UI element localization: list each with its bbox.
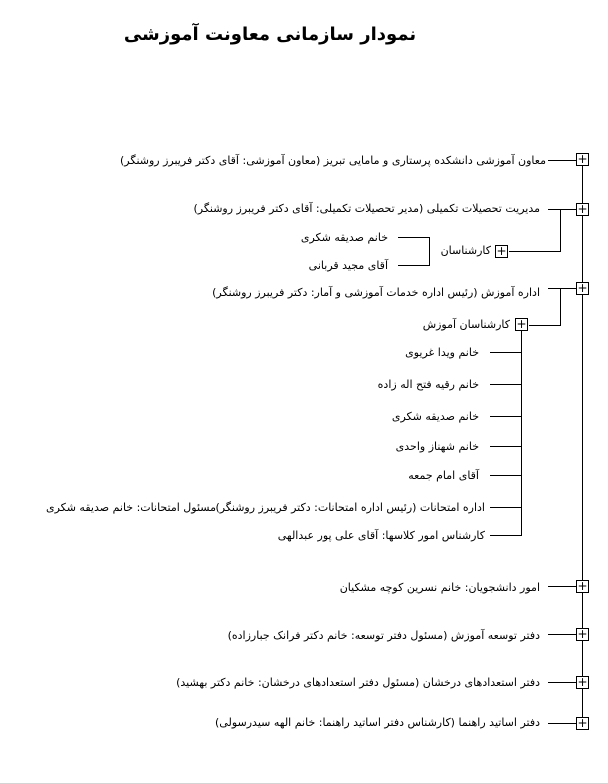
node-n3-classes-label: کارشناس امور کلاسها: آقای علی پور عبدالهی [277,529,485,542]
expand-box-n2[interactable]: + [577,202,588,216]
connector-n4 [548,586,576,587]
node-n2-staff-label: کارشناسان [440,244,491,257]
connector-n6 [548,682,576,683]
connector-n2-staff-1 [398,237,430,238]
connector-n3-staff-1 [490,352,522,353]
node-n3-exams-officer-label: مسئول امتحانات: خانم صدیقه شکری [45,501,216,514]
node-n4-label: امور دانشجویان: خانم نسرین کوچه مشکیان [339,581,540,594]
node-n3-staff-5-label: آقای امام جمعه [408,469,479,482]
node-n3-staff-3-label: خانم صدیقه شکری [391,410,479,423]
node-n7-label: دفتر اساتید راهنما (کارشناس دفتر اساتید راهنما: خانم الهه سیدرسولی) [215,716,540,729]
connector-n7 [548,723,576,724]
connector-n3-staff-3 [490,416,522,417]
node-n5-label: دفتر توسعه آموزش (مسئول دفتر توسعه: خانم دکتر فرانک جبارزاده) [227,629,540,642]
expand-box-n3-staff[interactable]: + [516,317,527,331]
node-n2-label: مدیریت تحصیلات تکمیلی (مدیر تحصیلات تکمیلی: آقای دکتر فریبرز روشنگر) [193,202,540,215]
chart-title: نمودار سازمانی معاونت آموزشی [123,24,417,45]
node-n3-staff-1-label: خانم ویدا غریوی [405,346,479,359]
expand-box-n2-staff[interactable]: + [496,244,507,258]
expand-box-n7[interactable]: + [577,716,588,730]
connector-n3-staff-4 [490,446,522,447]
node-n3-staff-4-label: خانم شهناز واحدی [395,440,479,453]
node-n1-label: معاون آموزشی دانشکده پرستاری و مامایی تبریز (معاون آموزشی: آقای دکتر فریبرز روشنگر) [120,154,546,167]
node-n2-staff-2-label: آقای مجید قربانی [308,259,388,272]
connector-n3-exams [490,507,522,508]
connector-n5 [548,634,576,635]
expand-box-n4[interactable]: + [577,579,588,593]
expand-box-n5[interactable]: + [577,627,588,641]
node-n2-staff-1-label: خانم صدیقه شکری [300,231,388,244]
connector-n3-down [560,289,561,326]
node-n3-staff-2-label: خانم رقیه فتح اله زاده [377,378,479,391]
connector-n3-staff [529,325,561,326]
node-n3-label: اداره آموزش (رئیس اداره خدمات آموزشی و آمار: دکتر فریبرز روشنگر) [212,286,540,299]
node-n3-exams-label: اداره امتحانات (رئیس اداره امتحانات: دکتر فریبرز روشنگر) [215,501,485,514]
connector-n3-staff-2 [490,384,522,385]
connector-n3 [548,288,576,289]
connector-n2 [548,209,576,210]
connector-n2-down [560,210,561,252]
connector-n2-staff-2 [398,265,430,266]
connector-n2-staff-vert [429,237,430,266]
main-spine-line [582,160,583,730]
connector-n3-staff-5 [490,475,522,476]
expand-box-n1[interactable]: + [577,152,588,166]
connector-n3-staff-vert [521,331,522,536]
node-n3-staff-label: کارشناسان آموزش [422,318,510,331]
node-n6-label: دفتر استعدادهای درخشان (مسئول دفتر استعدادهای درخشان: خانم دکتر بهشید) [176,676,540,689]
connector-n1 [548,160,576,161]
connector-n3-classes [490,535,522,536]
expand-box-n3[interactable]: + [577,281,588,295]
connector-n2-staff [509,251,561,252]
expand-box-n6[interactable]: + [577,675,588,689]
